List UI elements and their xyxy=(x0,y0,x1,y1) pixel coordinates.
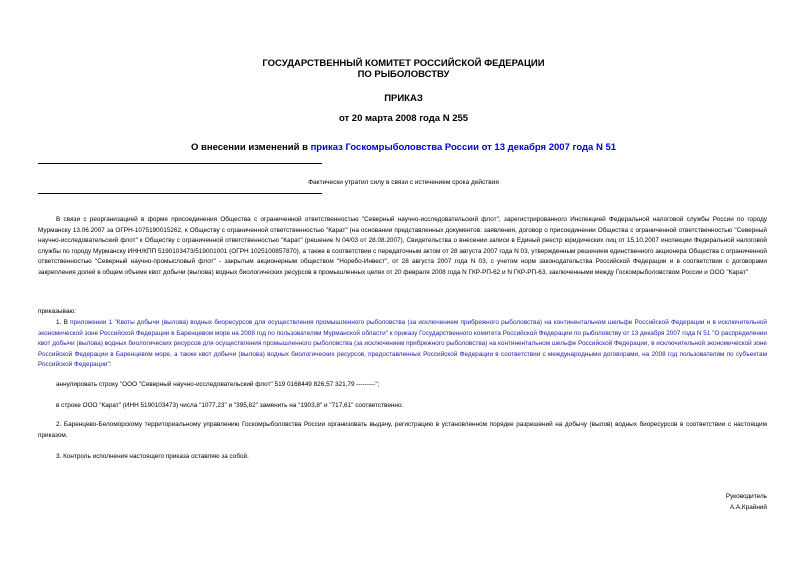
title-link[interactable]: приказ Госкомрыболовства России от 13 декабря 2007 года N 51 xyxy=(310,142,617,153)
item-1-replace: в строке ООО "Карат" (ИНН 5190103473) числа "1077,23" и "395,82" заменить на "1903,8" и "717,61" соответственно. xyxy=(56,402,404,409)
item-1-annul: аннулировать строку "ООО "Северный научно-исследовательский флот" 519 0168449 826,57 321,79 ---------"; xyxy=(56,381,380,388)
status-note: Фактически утратил силу в связи с истечением срока действия xyxy=(308,179,499,186)
item-1-prefix: 1. В xyxy=(56,319,71,326)
signature-name: А.А.Крайний xyxy=(729,504,767,511)
item-1-link[interactable]: приложении 1 "Квоты добычи (вылова) водных биоресурсов для осуществления промышленного рыболовства (за исключением прибрежного рыболовства) на континентальном шельфе Российской Федерации и в исключительной экономической зоне Российской Федерации в Баренцевом море на 2008 год по пользователям Мурманской области" к приказу Государственного комитета Российской Федерации по рыболовству от 13 декабря 2007 года N 51 "О распределении квот добычи (вылова) водных биологических ресурсов для осуществления промышленного рыболовства (за исключением прибрежного рыболовства) на континентальном шельфе Российской Федерации, в исключительной экономической зоне Российской Федерации в Баренцевом море, а также квот добычи (вылова) водных биологических ресурсов, предоставленных Российской Федерации в соответствии с международными договорами, на 2008 год пользователям по субъектам Российской Федерации" xyxy=(38,319,767,369)
preamble-paragraph: В связи с реорганизацией в форме присоединения Общества с ограниченной ответственностью "Северный научно-исследовательский флот", зарегистрированного Инспекцией Федеральной налоговой службы России по городу Мурманску 13.06.2007 за ОГРН-1075190015262, к Обществу с ограниченной ответственностью "Карат" (на основании представленных документов: заявления, договор о присоединении Общества с ограниченной ответственностью "Северный научно-исследовательский флот" к Обществу с ограниченной ответственностью "Карат" (решение N 04/03 от 28.08.2007), Свидетельства о внесении записи в Единый реестр юридических лиц от 15.10.2007 инспекции Федеральной налоговой службы по городу Мурманску ИНН/КПП 5190103473/519001001 (ОГРН 1025100857870), а также в соответствии с передаточным актом от 28 августа 2007 года N 03, утвержденным решением единственного акционера Общества с ограниченной ответственностью "Северный научно-промысловый флот" - закрытым акционерным обществом "Норебо-Инвест", от 28 августа 2007 года N 03, с учетом норм законодательства Российской Федерации и в соответствии с договорами закрепления долей в общем объеме квот добычи (вылова) водных биологических ресурсов в промышленных целях от 20 февраля 2008 года N ГКР-РП-62 и N ГКР-РП-63, заключенными между Госкомрыболовством России и ООО "Карат" xyxy=(38,216,767,276)
item-3: 3. Контроль исполнения настоящего приказа оставляю за собой. xyxy=(56,453,249,460)
order-word: приказываю: xyxy=(38,308,76,315)
divider-bottom xyxy=(38,193,322,194)
date-number: от 20 марта 2008 года N 255 xyxy=(338,113,469,124)
document-title xyxy=(0,142,807,153)
signature-position: Руководитель xyxy=(725,493,767,500)
authority-line-1: ГОСУДАРСТВЕННЫЙ КОМИТЕТ РОССИЙСКОЙ ФЕДЕРАЦИИ xyxy=(262,58,545,69)
doc-type: ПРИКАЗ xyxy=(384,93,423,104)
divider-top xyxy=(38,163,322,164)
item-1-paragraph xyxy=(38,318,767,371)
item-1-suffix: : xyxy=(109,361,112,369)
title-prefix: О внесении изменений в xyxy=(190,142,311,153)
item-2-paragraph: 2. Баренцево-Беломорскому территориальному управлению Госкомрыболовства России организовать выдачу, регистрацию в установленном порядке разрешений на добычу (вылов) водных биоресурсов в соответствии с настоящим приказом. xyxy=(38,421,767,439)
authority-line-2: ПО РЫБОЛОВСТВУ xyxy=(357,69,450,80)
